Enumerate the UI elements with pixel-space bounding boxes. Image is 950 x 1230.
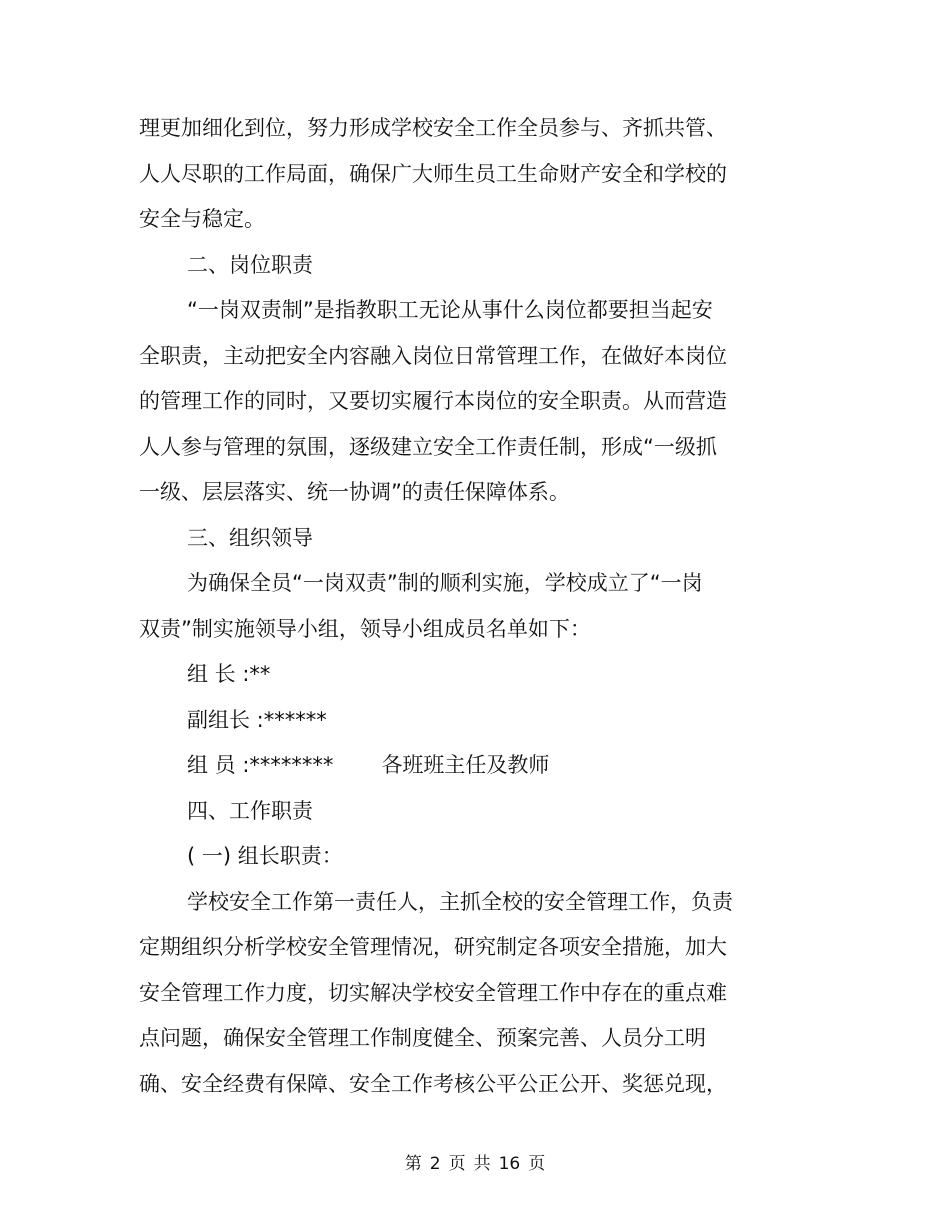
section-heading: 四、工作职责 [187, 798, 313, 823]
member-deputy: 副组长 :****** [187, 707, 327, 732]
member-members-extra: 各班班主任及教师 [381, 753, 550, 777]
member-members [139, 743, 749, 789]
body-line: 双责”制实施领导小组，领导小组成员名单如下： [139, 616, 591, 641]
body-line: 点问题，确保安全管理工作制度健全、预案完善、人员分工明 [139, 1026, 706, 1050]
body-line: 为确保全员“一岗双责”制的顺利实施，学校成立了“一岗 [187, 571, 703, 595]
document-body [139, 106, 749, 1107]
body-line: 安全管理工作力度，切实解决学校安全管理工作中存在的重点难 [139, 980, 727, 1005]
footer-di: 第 [404, 1154, 422, 1174]
footer-ye2: 页 [528, 1154, 546, 1174]
body-line: 一级、层层落实、统一协调”的责任保障体系。 [139, 480, 570, 504]
body-line: 人人尽职的工作局面，确保广大师生员工生命财产安全和学校的 [139, 161, 727, 186]
member-leader: 组 长 :** [187, 662, 271, 686]
body-line: 的管理工作的同时，又要切实履行本岗位的安全职责。从而营造 [139, 389, 727, 413]
footer-page-number: 2 [429, 1154, 441, 1174]
footer-total-pages: 16 [498, 1154, 521, 1174]
footer-ye: 页 [448, 1154, 466, 1174]
page-footer [0, 1152, 950, 1176]
body-line: 定期组织分析学校安全管理情况，研究制定各项安全措施，加大 [139, 935, 727, 959]
body-line: “一岗双责制”是指教职工无论从事什么岗位都要担当起安 [187, 298, 713, 322]
section-heading: 三、组织领导 [187, 525, 313, 550]
body-line: 理更加细化到位，努力形成学校安全工作全员参与、齐抓共管、 [139, 116, 727, 140]
body-line: 人人参与管理的氛围，逐级建立安全工作责任制，形成“一级抓 [139, 434, 717, 459]
member-members-label: 组 员 :******** [187, 753, 334, 777]
footer-gong: 共 [473, 1154, 491, 1174]
body-line: 学校安全工作第一责任人，主抓全校的安全管理工作，负责 [187, 889, 733, 914]
body-line: 安全与稳定。 [139, 207, 265, 231]
section-heading: 二、岗位职责 [187, 252, 313, 277]
subsection-heading: ( 一) 组长职责： [187, 844, 343, 868]
body-line: 确、安全经费有保障、安全工作考核公平公正公开、奖惩兑现， [139, 1071, 727, 1096]
body-line: 全职责，主动把安全内容融入岗位日常管理工作，在做好本岗位 [139, 343, 727, 368]
